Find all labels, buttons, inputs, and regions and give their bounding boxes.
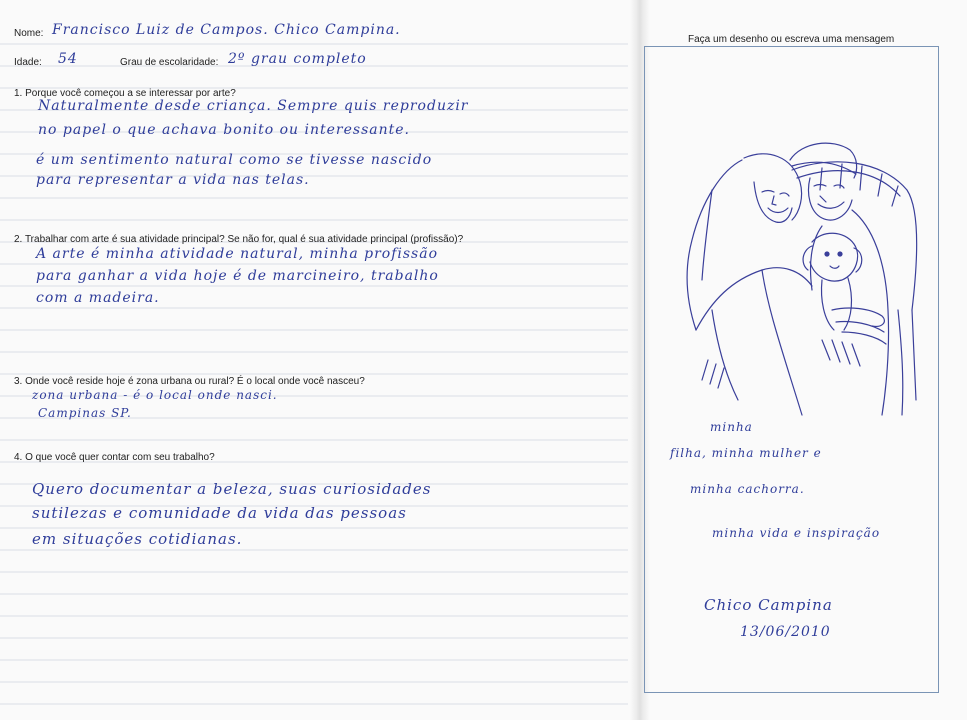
answer-1-line-1: Naturalmente desde criança. Sempre quis reproduzir [38, 98, 469, 114]
message-line-4: minha vida e inspiração [712, 526, 881, 540]
answer-2-line-2: para ganhar a vida hoje é de marcineiro, trabalho [36, 268, 439, 284]
answer-1-line-3: é um sentimento natural como se tivesse nascido [36, 152, 433, 168]
message-date: 13/06/2010 [740, 624, 831, 640]
education-value: 2º grau completo [228, 51, 367, 67]
message-line-2: filha, minha mulher e [670, 446, 822, 460]
answer-3-line-1: zona urbana - é o local onde nasci. [32, 388, 278, 402]
answer-1-line-2: no papel o que achava bonito ou interessante. [38, 122, 410, 138]
answer-4-line-3: em situações cotidianas. [32, 530, 243, 548]
family-sketch [672, 130, 932, 420]
message-box-title: Faça um desenho ou escreva uma mensagem [688, 34, 895, 45]
message-line-3: minha cachorra. [690, 482, 805, 496]
question-3: 3. Onde você reside hoje é zona urbana ou rural? É o local onde você nasceu? [14, 376, 365, 387]
name-value: Francisco Luiz de Campos. Chico Campina. [52, 22, 401, 38]
age-value: 54 [58, 51, 78, 67]
question-1: 1. Porque você começou a se interessar por arte? [14, 88, 236, 99]
question-2: 2. Trabalhar com arte é sua atividade principal? Se não for, qual é sua atividade principal (profissão)? [14, 234, 464, 245]
name-label: Nome: [14, 28, 44, 39]
signature: Chico Campina [704, 596, 833, 614]
answer-3-line-2: Campinas SP. [38, 406, 132, 420]
answer-1-line-4: para representar a vida nas telas. [36, 172, 310, 188]
answer-4-line-1: Quero documentar a beleza, suas curiosidades [32, 480, 432, 498]
education-label: Grau de escolaridade: [120, 57, 219, 68]
answer-2-line-1: A arte é minha atividade natural, minha profissão [36, 246, 439, 262]
answer-2-line-3: com a madeira. [36, 290, 160, 306]
age-label: Idade: [14, 57, 42, 68]
answer-4-line-2: sutilezas e comunidade da vida das pessoas [32, 504, 407, 522]
message-line-1: minha [710, 420, 753, 434]
question-4: 4. O que você quer contar com seu trabalho? [14, 452, 215, 463]
